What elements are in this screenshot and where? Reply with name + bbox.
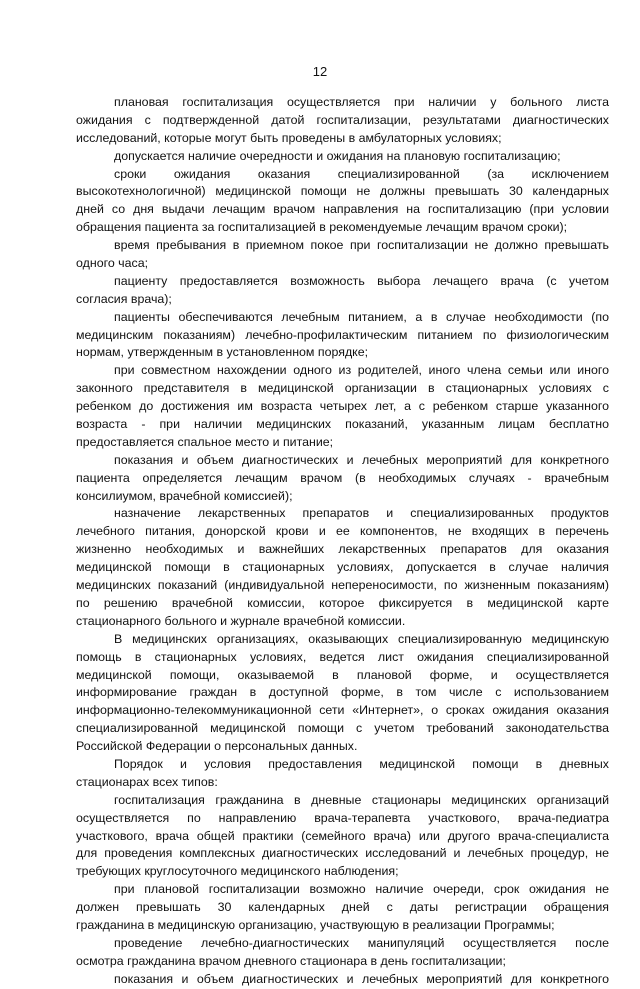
text-line: госпитализация гражданина в дневные стационары медицинских организаций	[114, 792, 609, 807]
text-line: медицинским показаниям) лечебно-профилактическим питанием по физиологическим	[76, 327, 609, 342]
text-line: должен превышать 30 календарных дней с даты регистрации обращения	[76, 900, 609, 915]
text-line: по решению врачебной комиссии, которое фиксируется в медицинской карте	[76, 595, 609, 610]
text-line: медицинской помощи, оказываемой в плановой форме, и осуществляется	[76, 667, 609, 682]
text-line: показания и объем диагностических и лечебных мероприятий для конкретного	[114, 452, 609, 467]
text-line: назначение лекарственных препаратов и специализированных продуктов	[114, 506, 609, 521]
text-line: обращения пациента за госпитализацией в рекомендуемые лечащим врачом сроки);	[76, 220, 568, 235]
text-line: консилиумом, врачебной комиссией);	[76, 488, 293, 503]
text-line: участкового, врача общей практики (семейного врача) или другого врача-специалиста	[76, 828, 609, 843]
text-line: Российской Федерации о персональных данных.	[76, 739, 358, 754]
text-line: возраста - при наличии медицинских показаний, указанным лицам бесплатно	[76, 417, 609, 432]
text-line: гражданина в медицинскую организацию, участвующую в реализации Программы;	[76, 917, 555, 932]
text-line: осмотра гражданина врачом дневного стационара в день госпитализации;	[76, 953, 506, 968]
text-line: законного представителя в медицинской организации в стационарных условиях с	[76, 381, 609, 396]
text-line: осуществляется по направлению врача-терапевта участкового, врача-педиатра	[76, 810, 609, 825]
text-line: стационарах всех типов:	[76, 774, 218, 789]
text-line: требующих круглосуточного медицинского наблюдения;	[76, 864, 399, 879]
text-line: информационно-телекоммуникационной сети «Интернет», о сроках ожидания оказания	[76, 703, 609, 718]
text-line: В медицинских организациях, оказывающих специализированную медицинскую	[114, 631, 609, 646]
text-line: время пребывания в приемном покое при госпитализации не должно превышать	[114, 238, 609, 253]
text-line: при совместном нахождении одного из родителей, иного члена семьи или иного	[114, 363, 609, 378]
text-line: ожидания с подтвержденной датой госпитализации, результатами диагностических	[76, 112, 609, 127]
text-line: допускается наличие очередности и ожидания на плановую госпитализацию;	[114, 148, 561, 163]
text-line: Порядок и условия предоставления медицинской помощи в дневных	[114, 756, 609, 771]
text-line: пациенты обеспечиваются лечебным питанием, а в случае необходимости (по	[114, 309, 609, 324]
text-line: согласия врача);	[76, 291, 172, 306]
text-line: пациента определяется лечащим врачом (в необходимых случаях - врачебным	[76, 470, 609, 485]
text-line: высокотехнологичной) медицинской помощи не должны превышать 30 календарных	[76, 184, 609, 199]
text-line: медицинской помощи в стационарных условиях, допускается в случае наличия	[76, 560, 609, 575]
text-line: жизненно необходимых и важнейших лекарственных препаратов для оказания	[76, 542, 609, 557]
text-line: плановая госпитализация осуществляется при наличии у больного листа	[114, 95, 609, 109]
text-line: предоставляется спальное место и питание;	[76, 434, 334, 449]
text-line: стационарного больного и журнале врачебной комиссии.	[76, 613, 406, 628]
text-line: при плановой госпитализации возможно наличие очереди, срок ожидания не	[114, 882, 609, 897]
body-text	[76, 94, 609, 989]
text-line: сроки ожидания оказания специализированной (за исключением	[114, 166, 609, 181]
text-line: показания и объем диагностических и лечебных мероприятий для конкретного	[114, 971, 609, 986]
text-line: проведение лечебно-диагностических манипуляций осуществляется после	[114, 935, 609, 950]
text-line: нормам, утвержденным в установленном порядке;	[76, 345, 369, 360]
text-line: специализированной медицинской помощи с учетом требований законодательства	[76, 721, 609, 736]
text-line: для проведения комплексных диагностических исследований и лечебных процедур, не	[76, 846, 609, 861]
page-number: 12	[312, 64, 328, 79]
text-line: медицинских показаний (индивидуальной непереносимости, по жизненным показаниям)	[76, 578, 609, 593]
text-line: ребенком до достижения им возраста четырех лет, а с ребенком старше указанного	[76, 399, 609, 414]
text-line: лечебного питания, донорской крови и ее компонентов, не входящих в перечень	[76, 524, 609, 539]
text-line: исследований, которые могут быть проведены в амбулаторных условиях;	[76, 130, 502, 145]
text-line: пациенту предоставляется возможность выбора лечащего врача (с учетом	[114, 273, 609, 288]
text-line: одного часа;	[76, 256, 149, 271]
text-line: помощь в стационарных условиях, ведется лист ожидания специализированной	[76, 649, 609, 664]
text-line: дней со дня выдачи лечащим врачом направления на госпитализацию (при условии	[76, 202, 609, 217]
text-line: информирование граждан в доступной форме, в том числе с использованием	[76, 685, 609, 700]
